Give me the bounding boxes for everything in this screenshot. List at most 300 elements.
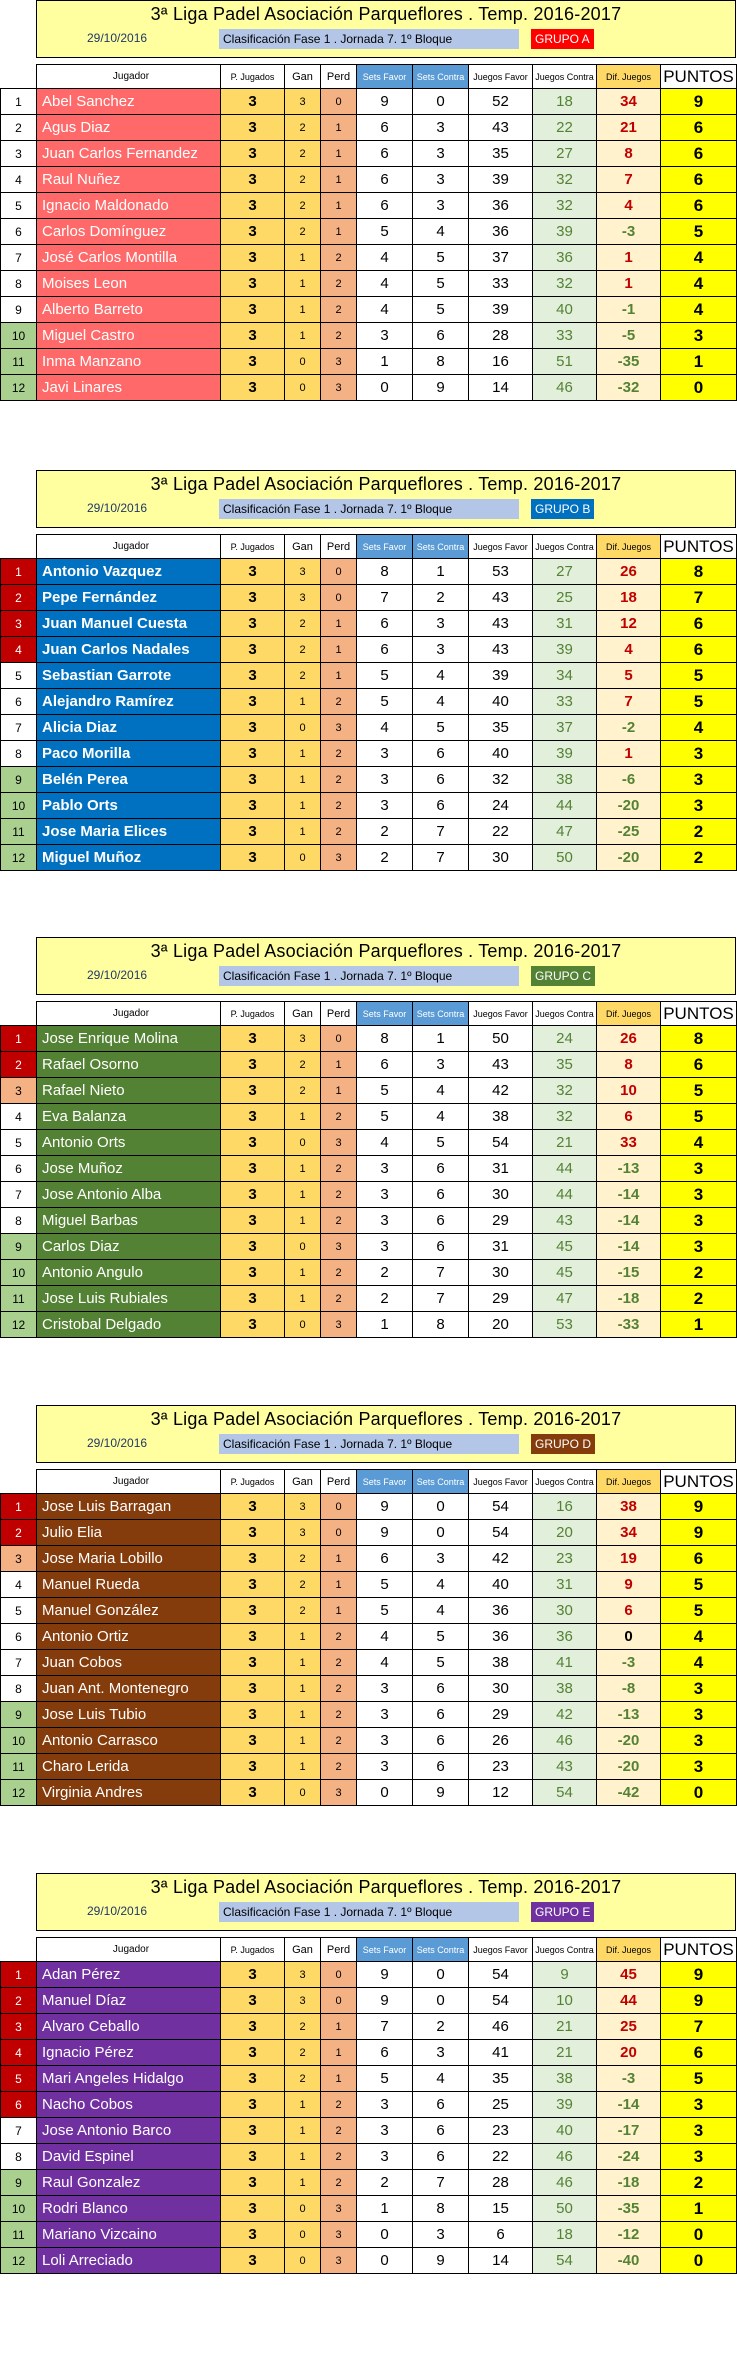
points-cell: 3 bbox=[661, 1728, 737, 1754]
stat-cell-g: 2 bbox=[285, 2066, 321, 2092]
table-row bbox=[1, 611, 737, 637]
stat-cell-p: 2 bbox=[321, 2118, 357, 2144]
stat-cell-sf: 4 bbox=[357, 715, 413, 741]
table-row bbox=[1, 819, 737, 845]
table-row bbox=[1, 1702, 737, 1728]
column-header: Perd bbox=[321, 535, 357, 559]
rank-header bbox=[1, 1470, 37, 1494]
table-row bbox=[1, 637, 737, 663]
games-difference: 12 bbox=[597, 611, 661, 637]
stat-cell-jf: 23 bbox=[469, 2118, 533, 2144]
stat-cell-jf: 38 bbox=[469, 1650, 533, 1676]
stat-cell-sc: 3 bbox=[413, 141, 469, 167]
league-title: 3ª Liga Padel Asociación Parqueflores . Temp. 2016-2017 bbox=[150, 4, 622, 24]
games-difference: -8 bbox=[597, 1676, 661, 1702]
stat-cell-sc: 4 bbox=[413, 1078, 469, 1104]
table-row bbox=[1, 793, 737, 819]
column-header: Juegos Favor bbox=[469, 535, 533, 559]
rank-cell: 10 bbox=[1, 1260, 37, 1286]
stat-cell-sc: 5 bbox=[413, 271, 469, 297]
stat-cell-jf: 20 bbox=[469, 1312, 533, 1338]
stat-cell-sf: 3 bbox=[357, 1234, 413, 1260]
points-cell: 3 bbox=[661, 1208, 737, 1234]
stat-cell-g: 0 bbox=[285, 2196, 321, 2222]
stat-cell-sc: 6 bbox=[413, 1182, 469, 1208]
stat-cell-sc: 7 bbox=[413, 845, 469, 871]
player-name: Agus Diaz bbox=[37, 115, 221, 141]
games-difference: 10 bbox=[597, 1078, 661, 1104]
stat-cell-sf: 3 bbox=[357, 1728, 413, 1754]
stat-cell-sc: 3 bbox=[413, 611, 469, 637]
stat-cell-sf: 5 bbox=[357, 1078, 413, 1104]
stat-cell-jf: 43 bbox=[469, 611, 533, 637]
column-header: P. Jugados bbox=[221, 65, 285, 89]
stat-cell-p: 3 bbox=[321, 845, 357, 871]
points-cell: 3 bbox=[661, 2118, 737, 2144]
player-name: Jose Luis Tubio bbox=[37, 1702, 221, 1728]
stat-cell-sf: 0 bbox=[357, 1780, 413, 1806]
stat-cell-jc: 53 bbox=[533, 1312, 597, 1338]
stat-cell-p: 3 bbox=[321, 1234, 357, 1260]
stat-cell-pj: 3 bbox=[221, 245, 285, 271]
header-row bbox=[1, 1002, 737, 1026]
stat-cell-jc: 9 bbox=[533, 1962, 597, 1988]
stat-cell-jf: 35 bbox=[469, 2066, 533, 2092]
stat-cell-g: 3 bbox=[285, 1988, 321, 2014]
column-header: PUNTOS bbox=[661, 65, 737, 89]
stat-cell-jf: 43 bbox=[469, 115, 533, 141]
stat-cell-sf: 3 bbox=[357, 2118, 413, 2144]
table-row bbox=[1, 1312, 737, 1338]
stat-cell-p: 3 bbox=[321, 1130, 357, 1156]
stat-cell-jf: 36 bbox=[469, 1598, 533, 1624]
stat-cell-g: 3 bbox=[285, 89, 321, 115]
points-cell: 2 bbox=[661, 819, 737, 845]
column-header: Jugador bbox=[37, 1938, 221, 1962]
rank-cell: 8 bbox=[1, 2144, 37, 2170]
stat-cell-p: 3 bbox=[321, 2248, 357, 2274]
stat-cell-pj: 3 bbox=[221, 1728, 285, 1754]
stat-cell-p: 2 bbox=[321, 297, 357, 323]
games-difference: -15 bbox=[597, 1260, 661, 1286]
stat-cell-sf: 2 bbox=[357, 2170, 413, 2196]
points-cell: 6 bbox=[661, 2040, 737, 2066]
player-name: Manuel González bbox=[37, 1598, 221, 1624]
stat-cell-jc: 39 bbox=[533, 2092, 597, 2118]
stat-cell-jf: 39 bbox=[469, 297, 533, 323]
stat-cell-jc: 25 bbox=[533, 585, 597, 611]
player-name: Alejandro Ramírez bbox=[37, 689, 221, 715]
stat-cell-sc: 6 bbox=[413, 2092, 469, 2118]
stat-cell-p: 1 bbox=[321, 1572, 357, 1598]
stat-cell-jc: 45 bbox=[533, 1260, 597, 1286]
stat-cell-jf: 54 bbox=[469, 1494, 533, 1520]
rank-cell: 4 bbox=[1, 1104, 37, 1130]
rank-cell: 1 bbox=[1, 1962, 37, 1988]
games-difference: -3 bbox=[597, 219, 661, 245]
games-difference: 7 bbox=[597, 167, 661, 193]
stat-cell-pj: 3 bbox=[221, 793, 285, 819]
stat-cell-jf: 40 bbox=[469, 741, 533, 767]
stat-cell-pj: 3 bbox=[221, 1260, 285, 1286]
player-name: Rodri Blanco bbox=[37, 2196, 221, 2222]
stat-cell-sf: 6 bbox=[357, 637, 413, 663]
stat-cell-sc: 6 bbox=[413, 793, 469, 819]
player-name: Miguel Muñoz bbox=[37, 845, 221, 871]
stat-cell-sc: 5 bbox=[413, 245, 469, 271]
player-name: Rafael Nieto bbox=[37, 1078, 221, 1104]
stat-cell-sc: 5 bbox=[413, 715, 469, 741]
stat-cell-sc: 6 bbox=[413, 1234, 469, 1260]
stat-cell-sc: 6 bbox=[413, 1702, 469, 1728]
stat-cell-sc: 3 bbox=[413, 115, 469, 141]
date-label: 29/10/2016 bbox=[87, 968, 148, 982]
stat-cell-sf: 5 bbox=[357, 1104, 413, 1130]
points-cell: 3 bbox=[661, 1182, 737, 1208]
stat-cell-jc: 32 bbox=[533, 271, 597, 297]
table-row bbox=[1, 1728, 737, 1754]
points-cell: 9 bbox=[661, 89, 737, 115]
stat-cell-pj: 3 bbox=[221, 1988, 285, 2014]
stat-cell-pj: 3 bbox=[221, 271, 285, 297]
column-header: P. Jugados bbox=[221, 535, 285, 559]
stat-cell-jf: 28 bbox=[469, 323, 533, 349]
stat-cell-pj: 3 bbox=[221, 767, 285, 793]
column-header: Jugador bbox=[37, 65, 221, 89]
player-name: Alicia Diaz bbox=[37, 715, 221, 741]
table-row bbox=[1, 193, 737, 219]
points-cell: 0 bbox=[661, 375, 737, 401]
stat-cell-pj: 3 bbox=[221, 1078, 285, 1104]
stat-cell-sc: 0 bbox=[413, 89, 469, 115]
stat-cell-sc: 4 bbox=[413, 2066, 469, 2092]
games-difference: 5 bbox=[597, 663, 661, 689]
rank-cell: 11 bbox=[1, 1286, 37, 1312]
column-header: Gan bbox=[285, 1938, 321, 1962]
standings-table bbox=[0, 534, 737, 871]
rank-cell: 8 bbox=[1, 1676, 37, 1702]
games-difference: 4 bbox=[597, 193, 661, 219]
phase-subtitle: Clasificación Fase 1 . Jornada 7. 1º Bloque bbox=[219, 1902, 519, 1922]
games-difference: -25 bbox=[597, 819, 661, 845]
stat-cell-jf: 26 bbox=[469, 1728, 533, 1754]
stat-cell-sc: 3 bbox=[413, 1052, 469, 1078]
rank-cell: 2 bbox=[1, 1052, 37, 1078]
table-row bbox=[1, 1676, 737, 1702]
stat-cell-g: 1 bbox=[285, 1208, 321, 1234]
games-difference: 44 bbox=[597, 1988, 661, 2014]
column-header: Sets Contra bbox=[413, 535, 469, 559]
stat-cell-sc: 6 bbox=[413, 2118, 469, 2144]
stat-cell-pj: 3 bbox=[221, 297, 285, 323]
stat-cell-g: 3 bbox=[285, 1026, 321, 1052]
points-cell: 6 bbox=[661, 193, 737, 219]
stat-cell-sf: 3 bbox=[357, 1702, 413, 1728]
table-row bbox=[1, 375, 737, 401]
stat-cell-jc: 39 bbox=[533, 219, 597, 245]
player-name: Abel Sanchez bbox=[37, 89, 221, 115]
stat-cell-p: 2 bbox=[321, 1208, 357, 1234]
stat-cell-p: 1 bbox=[321, 115, 357, 141]
column-header: Juegos Favor bbox=[469, 65, 533, 89]
stat-cell-jc: 46 bbox=[533, 1728, 597, 1754]
rank-cell: 7 bbox=[1, 1650, 37, 1676]
stat-cell-jf: 35 bbox=[469, 141, 533, 167]
column-header: Gan bbox=[285, 1470, 321, 1494]
stat-cell-jf: 39 bbox=[469, 167, 533, 193]
games-difference: 1 bbox=[597, 245, 661, 271]
player-name: Antonio Orts bbox=[37, 1130, 221, 1156]
stat-cell-jf: 32 bbox=[469, 767, 533, 793]
phase-subtitle: Clasificación Fase 1 . Jornada 7. 1º Bloque bbox=[219, 966, 519, 986]
stat-cell-pj: 3 bbox=[221, 1624, 285, 1650]
player-name: José Carlos Montilla bbox=[37, 245, 221, 271]
stat-cell-pj: 3 bbox=[221, 2092, 285, 2118]
stat-cell-p: 2 bbox=[321, 819, 357, 845]
stat-cell-sf: 0 bbox=[357, 375, 413, 401]
rank-cell: 1 bbox=[1, 1494, 37, 1520]
games-difference: -35 bbox=[597, 2196, 661, 2222]
stat-cell-pj: 3 bbox=[221, 715, 285, 741]
stat-cell-g: 3 bbox=[285, 1962, 321, 1988]
stat-cell-p: 3 bbox=[321, 2196, 357, 2222]
games-difference: -5 bbox=[597, 323, 661, 349]
column-header: Jugador bbox=[37, 1470, 221, 1494]
stat-cell-jc: 21 bbox=[533, 2040, 597, 2066]
stat-cell-pj: 3 bbox=[221, 375, 285, 401]
stat-cell-g: 1 bbox=[285, 1104, 321, 1130]
stat-cell-sc: 5 bbox=[413, 1130, 469, 1156]
stat-cell-pj: 3 bbox=[221, 2014, 285, 2040]
stat-cell-jc: 32 bbox=[533, 1104, 597, 1130]
stat-cell-jf: 36 bbox=[469, 1624, 533, 1650]
standings-table bbox=[0, 1469, 737, 1806]
stat-cell-sc: 3 bbox=[413, 2222, 469, 2248]
table-row bbox=[1, 245, 737, 271]
games-difference: -20 bbox=[597, 1728, 661, 1754]
table-row bbox=[1, 2040, 737, 2066]
stat-cell-sf: 2 bbox=[357, 1286, 413, 1312]
games-difference: 34 bbox=[597, 1520, 661, 1546]
stat-cell-g: 0 bbox=[285, 1780, 321, 1806]
stat-cell-p: 1 bbox=[321, 167, 357, 193]
stat-cell-jf: 46 bbox=[469, 2014, 533, 2040]
stat-cell-jc: 50 bbox=[533, 845, 597, 871]
stat-cell-jc: 43 bbox=[533, 1754, 597, 1780]
table-row bbox=[1, 1546, 737, 1572]
rank-cell: 11 bbox=[1, 349, 37, 375]
stat-cell-pj: 3 bbox=[221, 689, 285, 715]
stat-cell-jf: 35 bbox=[469, 715, 533, 741]
table-row bbox=[1, 349, 737, 375]
points-cell: 5 bbox=[661, 1572, 737, 1598]
stat-cell-pj: 3 bbox=[221, 1494, 285, 1520]
player-name: Julio Elia bbox=[37, 1520, 221, 1546]
points-cell: 3 bbox=[661, 2144, 737, 2170]
column-header: Sets Contra bbox=[413, 1002, 469, 1026]
stat-cell-pj: 3 bbox=[221, 2222, 285, 2248]
stat-cell-jf: 43 bbox=[469, 637, 533, 663]
stat-cell-sc: 6 bbox=[413, 323, 469, 349]
games-difference: 6 bbox=[597, 1598, 661, 1624]
stat-cell-jc: 31 bbox=[533, 611, 597, 637]
standings-table bbox=[0, 1001, 737, 1338]
stat-cell-pj: 3 bbox=[221, 1702, 285, 1728]
player-name: Carlos Diaz bbox=[37, 1234, 221, 1260]
rank-cell: 2 bbox=[1, 1988, 37, 2014]
stat-cell-g: 1 bbox=[285, 1260, 321, 1286]
table-row bbox=[1, 715, 737, 741]
stat-cell-sf: 7 bbox=[357, 2014, 413, 2040]
table-row bbox=[1, 2248, 737, 2274]
stat-cell-sf: 4 bbox=[357, 1130, 413, 1156]
stat-cell-p: 2 bbox=[321, 323, 357, 349]
games-difference: -14 bbox=[597, 1234, 661, 1260]
stat-cell-g: 1 bbox=[285, 297, 321, 323]
stat-cell-jc: 46 bbox=[533, 375, 597, 401]
stat-cell-sc: 9 bbox=[413, 2248, 469, 2274]
phase-subtitle: Clasificación Fase 1 . Jornada 7. 1º Bloque bbox=[219, 1434, 519, 1454]
points-cell: 9 bbox=[661, 1494, 737, 1520]
stat-cell-g: 3 bbox=[285, 559, 321, 585]
stat-cell-jc: 20 bbox=[533, 1520, 597, 1546]
stat-cell-g: 1 bbox=[285, 1182, 321, 1208]
stat-cell-jc: 46 bbox=[533, 2144, 597, 2170]
stat-cell-sc: 6 bbox=[413, 1754, 469, 1780]
rank-cell: 12 bbox=[1, 1780, 37, 1806]
stat-cell-jf: 14 bbox=[469, 2248, 533, 2274]
table-row bbox=[1, 1182, 737, 1208]
player-name: Jose Antonio Barco bbox=[37, 2118, 221, 2144]
stat-cell-sc: 1 bbox=[413, 1026, 469, 1052]
stat-cell-sc: 7 bbox=[413, 1286, 469, 1312]
stat-cell-g: 1 bbox=[285, 741, 321, 767]
standings-table bbox=[0, 64, 737, 401]
stat-cell-g: 1 bbox=[285, 1728, 321, 1754]
rank-cell: 4 bbox=[1, 637, 37, 663]
stat-cell-pj: 3 bbox=[221, 1052, 285, 1078]
points-cell: 4 bbox=[661, 271, 737, 297]
games-difference: 4 bbox=[597, 637, 661, 663]
column-header: Dif. Juegos bbox=[597, 535, 661, 559]
table-row bbox=[1, 1104, 737, 1130]
stat-cell-jc: 44 bbox=[533, 1156, 597, 1182]
stat-cell-p: 0 bbox=[321, 1988, 357, 2014]
stat-cell-pj: 3 bbox=[221, 559, 285, 585]
stat-cell-jf: 31 bbox=[469, 1156, 533, 1182]
stat-cell-pj: 3 bbox=[221, 2144, 285, 2170]
stat-cell-sf: 0 bbox=[357, 2222, 413, 2248]
stat-cell-sf: 6 bbox=[357, 141, 413, 167]
group-badge: GRUPO B bbox=[531, 499, 594, 519]
stat-cell-g: 1 bbox=[285, 1650, 321, 1676]
stat-cell-p: 2 bbox=[321, 1260, 357, 1286]
points-cell: 6 bbox=[661, 1546, 737, 1572]
stat-cell-p: 2 bbox=[321, 1754, 357, 1780]
player-name: Juan Manuel Cuesta bbox=[37, 611, 221, 637]
stat-cell-sf: 6 bbox=[357, 167, 413, 193]
stat-cell-jc: 33 bbox=[533, 323, 597, 349]
group-badge: GRUPO A bbox=[531, 29, 594, 49]
stat-cell-pj: 3 bbox=[221, 1026, 285, 1052]
rank-cell: 4 bbox=[1, 167, 37, 193]
stat-cell-p: 2 bbox=[321, 245, 357, 271]
stat-cell-g: 2 bbox=[285, 2014, 321, 2040]
player-name: Ignacio Maldonado bbox=[37, 193, 221, 219]
stat-cell-p: 0 bbox=[321, 1026, 357, 1052]
games-difference: -18 bbox=[597, 2170, 661, 2196]
column-header: PUNTOS bbox=[661, 1470, 737, 1494]
stat-cell-p: 2 bbox=[321, 1650, 357, 1676]
stat-cell-jf: 29 bbox=[469, 1208, 533, 1234]
stat-cell-sc: 3 bbox=[413, 193, 469, 219]
stat-cell-g: 2 bbox=[285, 663, 321, 689]
header-row bbox=[1, 1938, 737, 1962]
stat-cell-jf: 14 bbox=[469, 375, 533, 401]
rank-header bbox=[1, 65, 37, 89]
table-row bbox=[1, 1260, 737, 1286]
player-name: Mariano Vizcaino bbox=[37, 2222, 221, 2248]
stat-cell-jc: 40 bbox=[533, 297, 597, 323]
rank-cell: 3 bbox=[1, 141, 37, 167]
stat-cell-g: 1 bbox=[285, 689, 321, 715]
stat-cell-jc: 27 bbox=[533, 141, 597, 167]
table-row bbox=[1, 1650, 737, 1676]
stat-cell-g: 0 bbox=[285, 2222, 321, 2248]
points-cell: 4 bbox=[661, 297, 737, 323]
points-cell: 8 bbox=[661, 559, 737, 585]
points-cell: 5 bbox=[661, 219, 737, 245]
games-difference: -32 bbox=[597, 375, 661, 401]
group-badge: GRUPO C bbox=[531, 966, 595, 986]
rank-cell: 5 bbox=[1, 2066, 37, 2092]
table-row bbox=[1, 1962, 737, 1988]
stat-cell-g: 1 bbox=[285, 2170, 321, 2196]
stat-cell-g: 3 bbox=[285, 1494, 321, 1520]
rank-cell: 4 bbox=[1, 2040, 37, 2066]
rank-cell: 6 bbox=[1, 689, 37, 715]
rank-cell: 7 bbox=[1, 1182, 37, 1208]
stat-cell-jc: 21 bbox=[533, 1130, 597, 1156]
column-header: Dif. Juegos bbox=[597, 65, 661, 89]
stat-cell-jf: 22 bbox=[469, 819, 533, 845]
table-row bbox=[1, 663, 737, 689]
stat-cell-sc: 3 bbox=[413, 167, 469, 193]
table-row bbox=[1, 585, 737, 611]
table-row bbox=[1, 689, 737, 715]
stat-cell-jc: 39 bbox=[533, 741, 597, 767]
stat-cell-pj: 3 bbox=[221, 819, 285, 845]
stat-cell-pj: 3 bbox=[221, 845, 285, 871]
stat-cell-jf: 6 bbox=[469, 2222, 533, 2248]
stat-cell-jf: 30 bbox=[469, 1182, 533, 1208]
stat-cell-sf: 6 bbox=[357, 193, 413, 219]
stat-cell-sc: 6 bbox=[413, 1156, 469, 1182]
points-cell: 3 bbox=[661, 323, 737, 349]
group-badge: GRUPO D bbox=[531, 1434, 595, 1454]
points-cell: 9 bbox=[661, 1962, 737, 1988]
stat-cell-jc: 51 bbox=[533, 349, 597, 375]
stat-cell-sf: 9 bbox=[357, 1520, 413, 1546]
stat-cell-pj: 3 bbox=[221, 89, 285, 115]
stat-cell-p: 1 bbox=[321, 637, 357, 663]
stat-cell-jf: 36 bbox=[469, 193, 533, 219]
column-header: Juegos Contra bbox=[533, 65, 597, 89]
stat-cell-sc: 0 bbox=[413, 1962, 469, 1988]
points-cell: 5 bbox=[661, 1078, 737, 1104]
player-name: Nacho Cobos bbox=[37, 2092, 221, 2118]
games-difference: 26 bbox=[597, 559, 661, 585]
